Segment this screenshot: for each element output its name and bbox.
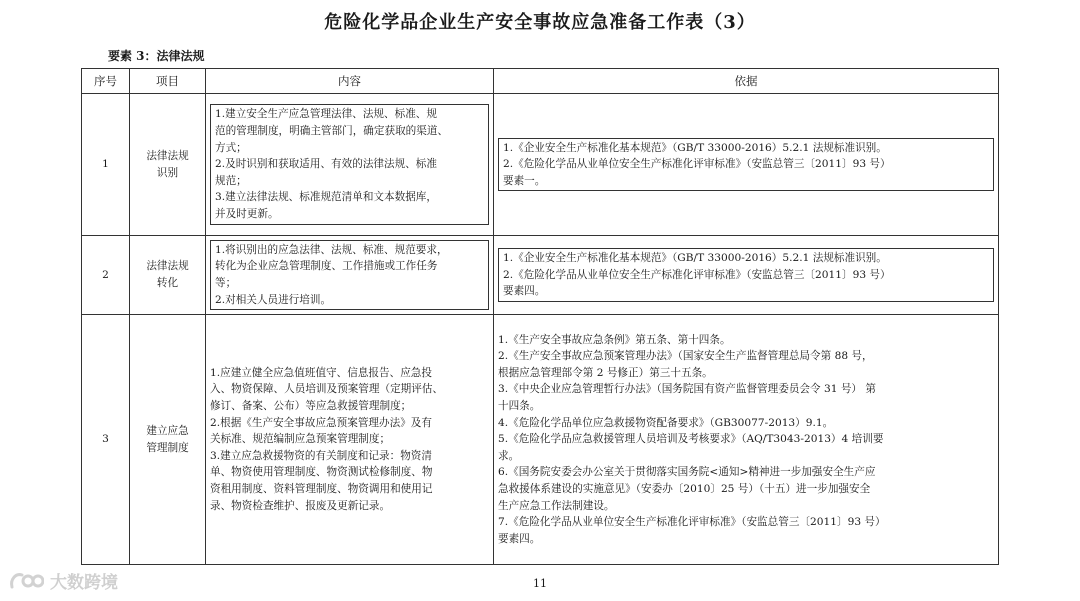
content-line: 规范； — [215, 174, 247, 187]
row-item — [130, 236, 206, 315]
basis-line: 7.《危险化学品从业单位安全生产标准化评审标准》（安监总管三〔2011〕93 号） — [498, 516, 886, 529]
table-row — [82, 315, 999, 565]
basis-line: 1.《企业安全生产标准化基本规范》（GB/T 33000-2016）5.2.1 法规标准识别。 — [503, 252, 887, 265]
content-line: 范的管理制度，明确主管部门，确定获取的渠道、 — [215, 125, 449, 138]
basis-box — [498, 248, 994, 302]
header-basis: 依据 — [494, 69, 999, 94]
content-line: 1.应建立健全应急值班值守、信息报告、应急投 — [210, 366, 432, 379]
row-no: 2 — [82, 236, 130, 315]
content-line: 2.及时识别和获取适用、有效的法律法规、标准 — [215, 158, 437, 171]
basis-line: 要素四。 — [503, 285, 546, 298]
content-box — [210, 240, 489, 310]
row-item-line: 转化 — [156, 277, 179, 289]
work-table — [81, 68, 999, 565]
basis-line: 1.《生产安全事故应急条例》第五条、第十四条。 — [498, 333, 731, 346]
row-no: 1 — [82, 94, 130, 236]
content-line: 方式； — [215, 141, 247, 154]
table-row — [82, 236, 999, 315]
basis-line: 根据应急管理部令第 2 号修正）第三十五条。 — [498, 366, 713, 379]
basis-line: 十四条。 — [498, 400, 541, 413]
content-line: 3.建立法律法规、标准规范清单和文本数据库， — [215, 191, 437, 204]
basis-line: 4.《危险化学品单位应急救援物资配备要求》（GB30077-2013）9.1。 — [498, 416, 834, 429]
basis-line: 2.《生产安全事故应急预案管理办法》（国家安全生产监督管理总局令第 88 号， — [498, 350, 873, 363]
basis-line: 2.《危险化学品从业单位安全生产标准化评审标准》（安监总管三〔2011〕93 号） — [503, 268, 891, 281]
basis-line: 求。 — [498, 449, 520, 462]
row-content — [206, 236, 494, 315]
basis-line: 2.《危险化学品从业单位安全生产标准化评审标准》（安监总管三〔2011〕93 号） — [503, 158, 891, 171]
basis-box — [498, 138, 994, 192]
header-content: 内容 — [206, 69, 494, 94]
row-content — [206, 315, 494, 565]
section-label: 要素 3：法律法规 — [108, 49, 205, 63]
header-no: 序号 — [82, 69, 130, 94]
content-line: 2.根据《生产安全事故应急预案管理办法》及有 — [210, 416, 432, 429]
row-item — [130, 94, 206, 236]
content-line: 转化为企业应急管理制度、工作措施或工作任务 — [215, 260, 438, 273]
header-item: 项目 — [130, 69, 206, 94]
basis-line: 6.《国务院安委会办公室关于贯彻落实国务院<通知>精神进一步加强安全生产应 — [498, 466, 876, 479]
content-line: 3.建立应急救援物资的有关制度和记录：物资清 — [210, 449, 432, 462]
page-number: 11 — [533, 577, 547, 590]
content-line: 1.将识别出的应急法律、法规、标准、规范要求， — [215, 243, 448, 256]
basis-line: 1.《企业安全生产标准化基本规范》（GB/T 33000-2016）5.2.1 法规标准识别。 — [503, 141, 887, 154]
content-line: 修订、备案、公布）等应急救援管理制度； — [210, 400, 412, 413]
row-item-line: 法律法规 — [146, 149, 189, 162]
row-item — [130, 315, 206, 565]
page-title: 危险化学品企业生产安全事故应急准备工作表（3） — [324, 12, 756, 33]
row-no: 3 — [82, 315, 130, 565]
basis-line: 急救援体系建设的实施意见》（安委办〔2010〕25 号）（十五）进一步加强安全 — [498, 482, 871, 495]
row-basis — [494, 315, 999, 565]
content-line: 等； — [215, 277, 237, 289]
content-line: 资租用制度、资料管理制度、物资调用和使用记 — [210, 482, 433, 495]
basis-line: 生产应急工作法制建设。 — [498, 499, 615, 512]
content-box — [210, 104, 489, 224]
basis-line: 3.《中央企业应急管理暂行办法》（国务院国有资产监督管理委员会令 31 号） 第 — [498, 383, 876, 396]
content-line: 入、物资保障、人员培训及预案管理（定期评估、 — [210, 383, 444, 396]
content-line: 1.建立安全生产应急管理法律、法规、标准、规 — [215, 108, 437, 121]
row-item-line: 管理制度 — [146, 441, 189, 454]
row-basis — [494, 236, 999, 315]
row-content — [206, 94, 494, 236]
table-row — [82, 94, 999, 236]
row-item-line: 建立应急 — [146, 424, 189, 437]
row-item-line: 法律法规 — [146, 260, 189, 273]
content-line: 并及时更新。 — [215, 207, 279, 220]
table-header-row — [82, 69, 999, 94]
basis-line: 要素一。 — [503, 174, 546, 187]
content-line: 2.对相关人员进行培训。 — [215, 293, 332, 306]
content-line: 关标准、规范编制应急预案管理制度； — [210, 433, 391, 446]
basis-line: 要素四。 — [498, 532, 541, 545]
watermark-text: 大数跨境 — [50, 573, 118, 593]
content-line: 单、物资使用管理制度、物资测试检修制度、物 — [210, 466, 433, 479]
content-line: 录、物资检查维护、报废及更新记录。 — [210, 499, 391, 512]
basis-line: 5.《危险化学品应急救援管理人员培训及考核要求》（AQ/T3043-2013）4 培训要 — [498, 433, 884, 446]
row-item-line: 识别 — [156, 166, 179, 179]
row-basis — [494, 94, 999, 236]
